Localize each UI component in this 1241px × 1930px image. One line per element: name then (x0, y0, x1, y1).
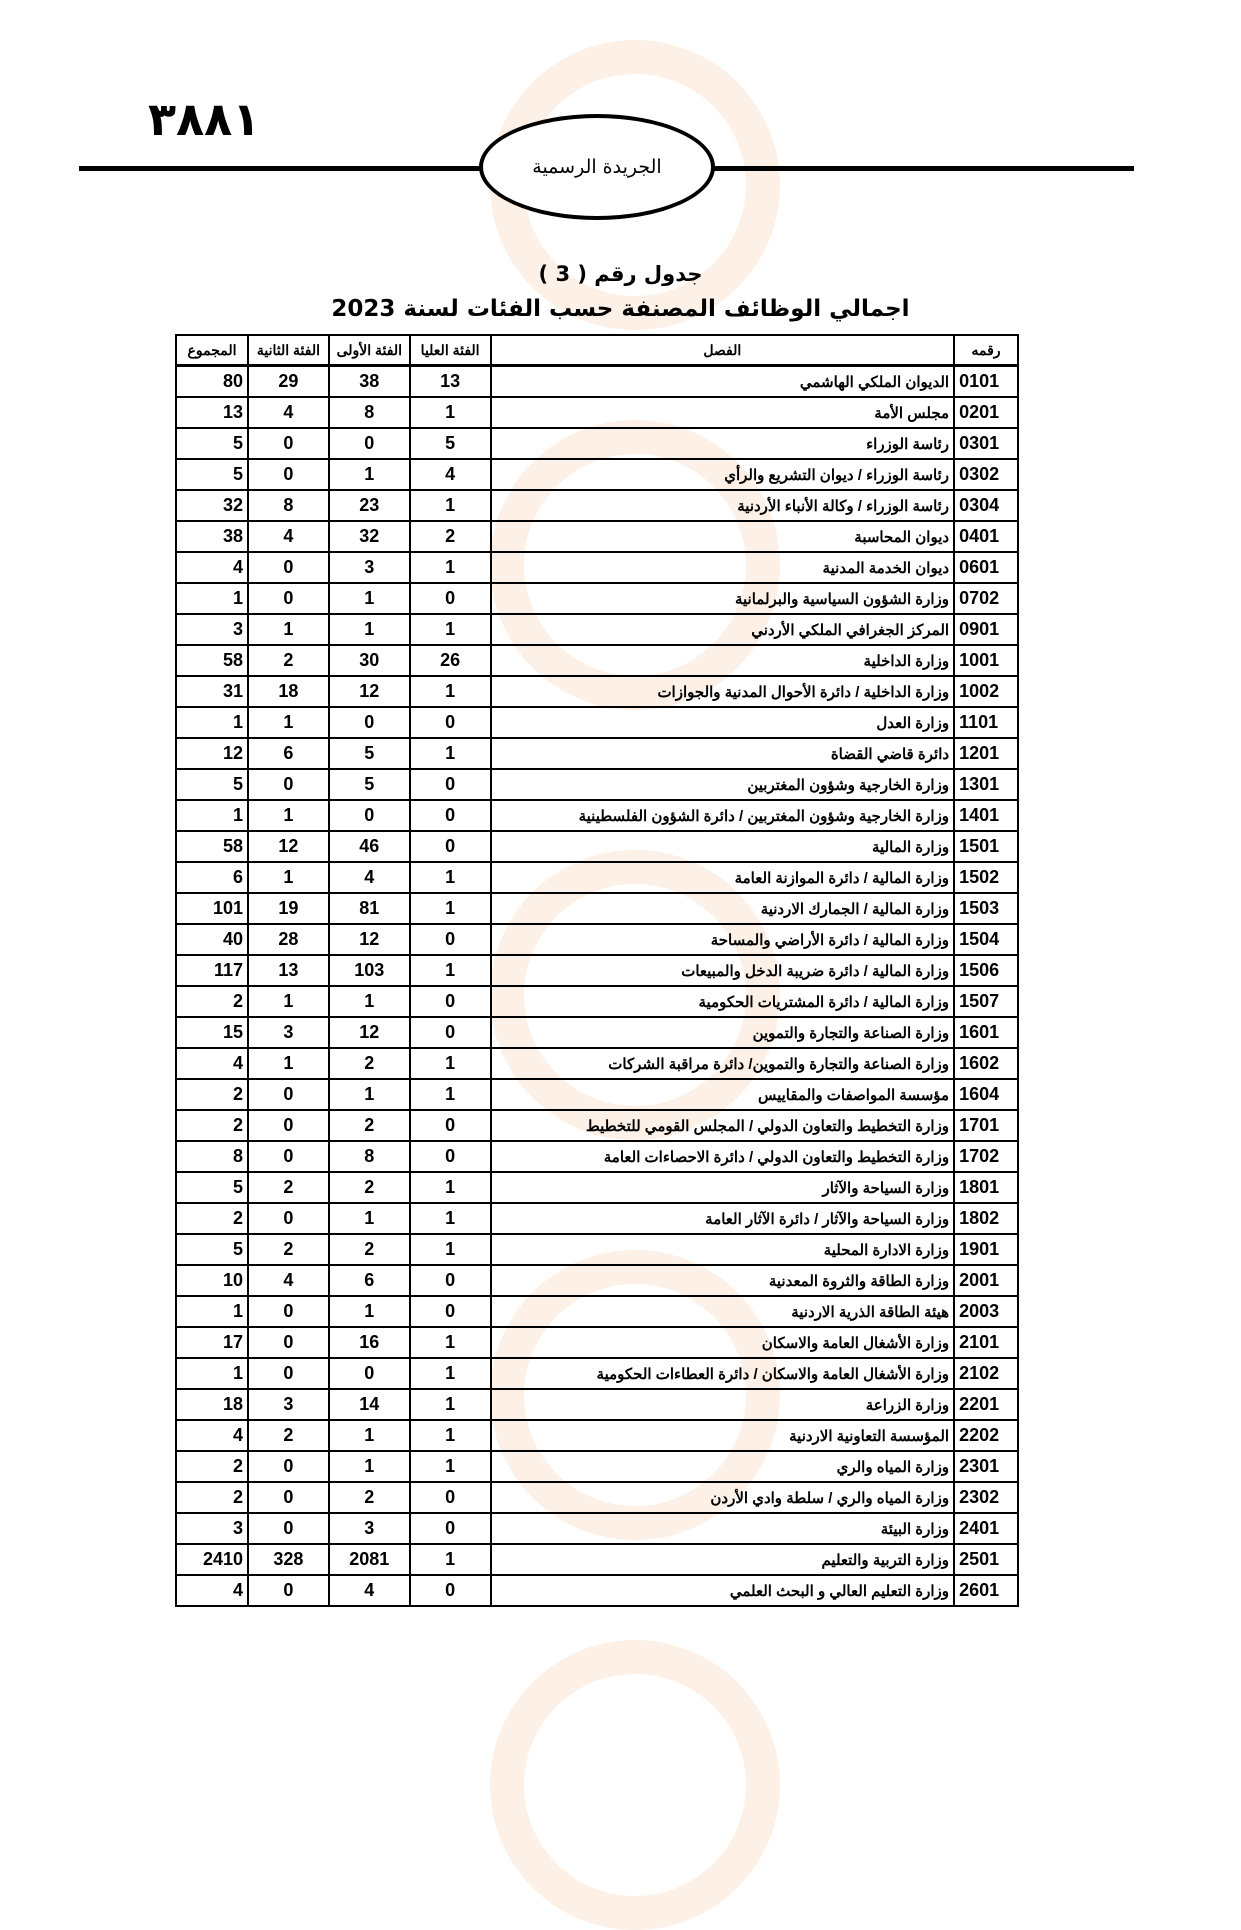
row-total: 13 (176, 397, 248, 428)
row-first-grade: 1 (329, 1420, 410, 1451)
row-second-grade: 328 (248, 1544, 329, 1575)
row-second-grade: 0 (248, 1141, 329, 1172)
row-code: 1301 (954, 769, 1018, 800)
row-code: 1504 (954, 924, 1018, 955)
row-top-grade: 1 (410, 862, 491, 893)
row-first-grade: 1 (329, 1203, 410, 1234)
row-total: 1 (176, 707, 248, 738)
row-top-grade: 0 (410, 1017, 491, 1048)
row-second-grade: 0 (248, 1296, 329, 1327)
row-first-grade: 1 (329, 1451, 410, 1482)
row-code: 0702 (954, 583, 1018, 614)
row-top-grade: 0 (410, 831, 491, 862)
row-top-grade: 1 (410, 1203, 491, 1234)
row-total: 38 (176, 521, 248, 552)
table-row (176, 1234, 1018, 1265)
positions-table (175, 334, 1019, 1607)
row-top-grade: 1 (410, 490, 491, 521)
row-total: 1 (176, 583, 248, 614)
table-row (176, 1141, 1018, 1172)
table-row (176, 1048, 1018, 1079)
table-row (176, 645, 1018, 676)
row-code: 0401 (954, 521, 1018, 552)
table-row (176, 1544, 1018, 1575)
row-chapter: وزارة السياحة والآثار (491, 1172, 955, 1203)
row-top-grade: 1 (410, 893, 491, 924)
table-row (176, 1203, 1018, 1234)
row-total: 2410 (176, 1544, 248, 1575)
row-chapter: ديوان المحاسبة (491, 521, 955, 552)
row-top-grade: 0 (410, 769, 491, 800)
row-second-grade: 2 (248, 1172, 329, 1203)
row-chapter: وزارة الصناعة والتجارة والتموين/ دائرة مراقبة الشركات (491, 1048, 955, 1079)
row-first-grade: 0 (329, 428, 410, 459)
table-title: جدول رقم ( 3 ) (538, 262, 703, 286)
row-total: 12 (176, 738, 248, 769)
row-code: 1701 (954, 1110, 1018, 1141)
row-total: 40 (176, 924, 248, 955)
row-top-grade: 0 (410, 800, 491, 831)
row-chapter: دائرة قاضي القضاة (491, 738, 955, 769)
table-row (176, 521, 1018, 552)
row-chapter: وزارة الخارجية وشؤون المغتربين / دائرة الشؤون الفلسطينية (491, 800, 955, 831)
table-row (176, 1327, 1018, 1358)
row-code: 1602 (954, 1048, 1018, 1079)
row-total: 3 (176, 1513, 248, 1544)
table-row (176, 583, 1018, 614)
row-top-grade: 0 (410, 583, 491, 614)
row-first-grade: 14 (329, 1389, 410, 1420)
row-second-grade: 4 (248, 521, 329, 552)
table-row (176, 769, 1018, 800)
row-first-grade: 2 (329, 1482, 410, 1513)
row-second-grade: 1 (248, 986, 329, 1017)
row-second-grade: 2 (248, 645, 329, 676)
row-top-grade: 1 (410, 1358, 491, 1389)
row-top-grade: 0 (410, 1513, 491, 1544)
row-first-grade: 46 (329, 831, 410, 862)
table-row (176, 831, 1018, 862)
row-code: 2501 (954, 1544, 1018, 1575)
row-first-grade: 5 (329, 738, 410, 769)
row-second-grade: 3 (248, 1389, 329, 1420)
row-chapter: وزارة المالية / دائرة الأراضي والمساحة (491, 924, 955, 955)
table-row (176, 676, 1018, 707)
row-chapter: وزارة المياه والري / سلطة وادي الأردن (491, 1482, 955, 1513)
row-top-grade: 0 (410, 1265, 491, 1296)
table-row (176, 1389, 1018, 1420)
row-top-grade: 0 (410, 924, 491, 955)
row-code: 1101 (954, 707, 1018, 738)
row-top-grade: 4 (410, 459, 491, 490)
row-chapter: وزارة الصناعة والتجارة والتموين (491, 1017, 955, 1048)
row-total: 58 (176, 645, 248, 676)
row-first-grade: 2081 (329, 1544, 410, 1575)
table-row (176, 1079, 1018, 1110)
row-second-grade: 1 (248, 614, 329, 645)
row-total: 58 (176, 831, 248, 862)
row-top-grade: 0 (410, 1110, 491, 1141)
row-top-grade: 13 (410, 366, 491, 398)
row-top-grade: 5 (410, 428, 491, 459)
row-total: 5 (176, 459, 248, 490)
row-chapter: مؤسسة المواصفات والمقاييس (491, 1079, 955, 1110)
row-first-grade: 3 (329, 552, 410, 583)
row-first-grade: 6 (329, 1265, 410, 1296)
row-first-grade: 0 (329, 707, 410, 738)
row-top-grade: 1 (410, 1420, 491, 1451)
table-row (176, 397, 1018, 428)
row-second-grade: 0 (248, 1327, 329, 1358)
row-total: 6 (176, 862, 248, 893)
table-row (176, 955, 1018, 986)
row-chapter: وزارة التخطيط والتعاون الدولي / المجلس القومي للتخطيط (491, 1110, 955, 1141)
row-chapter: مجلس الأمة (491, 397, 955, 428)
row-top-grade: 1 (410, 1172, 491, 1203)
row-top-grade: 2 (410, 521, 491, 552)
row-top-grade: 0 (410, 1482, 491, 1513)
row-chapter: وزارة التربية والتعليم (491, 1544, 955, 1575)
row-code: 2401 (954, 1513, 1018, 1544)
row-first-grade: 2 (329, 1110, 410, 1141)
row-first-grade: 0 (329, 1358, 410, 1389)
row-chapter: الديوان الملكي الهاشمي (491, 366, 955, 398)
row-code: 1506 (954, 955, 1018, 986)
row-code: 1901 (954, 1234, 1018, 1265)
table-row (176, 1482, 1018, 1513)
row-second-grade: 1 (248, 862, 329, 893)
gazette-name: الجريدة الرسمية (532, 156, 662, 178)
row-total: 4 (176, 1048, 248, 1079)
row-code: 1201 (954, 738, 1018, 769)
table-row (176, 1420, 1018, 1451)
row-top-grade: 1 (410, 397, 491, 428)
row-second-grade: 4 (248, 397, 329, 428)
table-row (176, 924, 1018, 955)
row-chapter: وزارة الزراعة (491, 1389, 955, 1420)
row-chapter: وزارة الطاقة والثروة المعدنية (491, 1265, 955, 1296)
table-row (176, 614, 1018, 645)
watermark-clock-logo (490, 1640, 780, 1930)
row-top-grade: 0 (410, 707, 491, 738)
row-first-grade: 1 (329, 614, 410, 645)
col-total: المجموع (176, 335, 248, 366)
row-chapter: وزارة الداخلية / دائرة الأحوال المدنية والجوازات (491, 676, 955, 707)
row-code: 2302 (954, 1482, 1018, 1513)
row-first-grade: 81 (329, 893, 410, 924)
row-chapter: وزارة المالية (491, 831, 955, 862)
row-chapter: ديوان الخدمة المدنية (491, 552, 955, 583)
table-row (176, 428, 1018, 459)
row-total: 5 (176, 428, 248, 459)
table-row (176, 1110, 1018, 1141)
row-code: 1507 (954, 986, 1018, 1017)
row-second-grade: 2 (248, 1234, 329, 1265)
row-chapter: وزارة الأشغال العامة والاسكان / دائرة العطاءات الحكومية (491, 1358, 955, 1389)
row-second-grade: 0 (248, 1575, 329, 1606)
row-total: 15 (176, 1017, 248, 1048)
row-first-grade: 8 (329, 397, 410, 428)
table-row (176, 459, 1018, 490)
row-first-grade: 12 (329, 676, 410, 707)
row-code: 2003 (954, 1296, 1018, 1327)
row-chapter: المؤسسة التعاونية الاردنية (491, 1420, 955, 1451)
row-first-grade: 2 (329, 1234, 410, 1265)
row-total: 80 (176, 366, 248, 398)
row-first-grade: 2 (329, 1048, 410, 1079)
row-code: 1604 (954, 1079, 1018, 1110)
row-code: 1601 (954, 1017, 1018, 1048)
row-top-grade: 1 (410, 1327, 491, 1358)
row-code: 2102 (954, 1358, 1018, 1389)
row-code: 1501 (954, 831, 1018, 862)
row-total: 32 (176, 490, 248, 521)
row-chapter: وزارة التخطيط والتعاون الدولي / دائرة الاحصاءات العامة (491, 1141, 955, 1172)
row-total: 1 (176, 1296, 248, 1327)
row-first-grade: 4 (329, 1575, 410, 1606)
row-first-grade: 1 (329, 459, 410, 490)
row-code: 1401 (954, 800, 1018, 831)
row-second-grade: 0 (248, 428, 329, 459)
row-first-grade: 1 (329, 583, 410, 614)
row-second-grade: 0 (248, 1203, 329, 1234)
row-top-grade: 1 (410, 1451, 491, 1482)
row-second-grade: 0 (248, 1110, 329, 1141)
row-total: 4 (176, 1575, 248, 1606)
row-first-grade: 8 (329, 1141, 410, 1172)
row-top-grade: 0 (410, 986, 491, 1017)
row-code: 0601 (954, 552, 1018, 583)
table-row (176, 738, 1018, 769)
row-chapter: رئاسة الوزراء (491, 428, 955, 459)
row-second-grade: 0 (248, 1079, 329, 1110)
table-row (176, 366, 1018, 398)
row-second-grade: 6 (248, 738, 329, 769)
row-chapter: وزارة البيئة (491, 1513, 955, 1544)
row-total: 5 (176, 769, 248, 800)
row-second-grade: 1 (248, 800, 329, 831)
row-second-grade: 0 (248, 1451, 329, 1482)
row-top-grade: 1 (410, 614, 491, 645)
row-first-grade: 32 (329, 521, 410, 552)
row-total: 2 (176, 1110, 248, 1141)
row-code: 0101 (954, 366, 1018, 398)
row-top-grade: 0 (410, 1575, 491, 1606)
row-first-grade: 0 (329, 800, 410, 831)
table-row (176, 707, 1018, 738)
row-chapter: وزارة المياه والري (491, 1451, 955, 1482)
row-chapter: وزارة الشؤون السياسية والبرلمانية (491, 583, 955, 614)
row-total: 5 (176, 1172, 248, 1203)
row-chapter: وزارة العدل (491, 707, 955, 738)
row-first-grade: 12 (329, 1017, 410, 1048)
row-total: 1 (176, 1358, 248, 1389)
table-row (176, 1296, 1018, 1327)
table-row (176, 490, 1018, 521)
row-code: 1802 (954, 1203, 1018, 1234)
row-chapter: وزارة الخارجية وشؤون المغتربين (491, 769, 955, 800)
table-header-row (176, 335, 1018, 366)
col-chapter: الفصل (491, 335, 955, 366)
row-top-grade: 1 (410, 676, 491, 707)
row-chapter: وزارة الادارة المحلية (491, 1234, 955, 1265)
row-code: 1002 (954, 676, 1018, 707)
row-code: 1801 (954, 1172, 1018, 1203)
row-second-grade: 1 (248, 1048, 329, 1079)
row-first-grade: 30 (329, 645, 410, 676)
row-total: 117 (176, 955, 248, 986)
row-second-grade: 1 (248, 707, 329, 738)
row-second-grade: 28 (248, 924, 329, 955)
row-first-grade: 5 (329, 769, 410, 800)
row-second-grade: 0 (248, 769, 329, 800)
row-second-grade: 4 (248, 1265, 329, 1296)
table-row (176, 1265, 1018, 1296)
row-total: 3 (176, 614, 248, 645)
row-first-grade: 23 (329, 490, 410, 521)
row-chapter: رئاسة الوزراء / ديوان التشريع والرأي (491, 459, 955, 490)
row-total: 2 (176, 986, 248, 1017)
row-code: 1503 (954, 893, 1018, 924)
row-total: 18 (176, 1389, 248, 1420)
row-total: 2 (176, 1079, 248, 1110)
row-code: 2202 (954, 1420, 1018, 1451)
row-first-grade: 1 (329, 1296, 410, 1327)
row-first-grade: 103 (329, 955, 410, 986)
table-row (176, 862, 1018, 893)
col-top-grade: الفئة العليا (410, 335, 491, 366)
row-code: 1702 (954, 1141, 1018, 1172)
row-top-grade: 1 (410, 1389, 491, 1420)
table-row (176, 800, 1018, 831)
row-total: 4 (176, 552, 248, 583)
row-chapter: هيئة الطاقة الذرية الاردنية (491, 1296, 955, 1327)
row-code: 0901 (954, 614, 1018, 645)
table-row (176, 1172, 1018, 1203)
row-first-grade: 3 (329, 1513, 410, 1544)
row-top-grade: 0 (410, 1296, 491, 1327)
row-code: 0201 (954, 397, 1018, 428)
row-second-grade: 0 (248, 1358, 329, 1389)
table-row (176, 552, 1018, 583)
row-total: 1 (176, 800, 248, 831)
row-code: 0304 (954, 490, 1018, 521)
row-code: 2101 (954, 1327, 1018, 1358)
row-chapter: رئاسة الوزراء / وكالة الأنباء الأردنية (491, 490, 955, 521)
row-second-grade: 8 (248, 490, 329, 521)
row-second-grade: 18 (248, 676, 329, 707)
row-code: 2001 (954, 1265, 1018, 1296)
row-second-grade: 3 (248, 1017, 329, 1048)
row-total: 17 (176, 1327, 248, 1358)
table-subtitle: اجمالي الوظائف المصنفة حسب الفئات لسنة 2023 (331, 296, 910, 322)
row-first-grade: 2 (329, 1172, 410, 1203)
row-total: 10 (176, 1265, 248, 1296)
row-second-grade: 0 (248, 1513, 329, 1544)
row-top-grade: 1 (410, 552, 491, 583)
row-chapter: وزارة المالية / دائرة المشتريات الحكومية (491, 986, 955, 1017)
row-second-grade: 0 (248, 583, 329, 614)
row-total: 8 (176, 1141, 248, 1172)
row-second-grade: 0 (248, 1482, 329, 1513)
row-first-grade: 12 (329, 924, 410, 955)
row-first-grade: 1 (329, 986, 410, 1017)
row-chapter: وزارة الأشغال العامة والاسكان (491, 1327, 955, 1358)
row-top-grade: 1 (410, 738, 491, 769)
row-code: 1001 (954, 645, 1018, 676)
row-second-grade: 13 (248, 955, 329, 986)
row-total: 2 (176, 1482, 248, 1513)
row-top-grade: 1 (410, 1544, 491, 1575)
table-row (176, 1358, 1018, 1389)
table-row (176, 986, 1018, 1017)
row-chapter: وزارة المالية / الجمارك الاردنية (491, 893, 955, 924)
row-code: 0301 (954, 428, 1018, 459)
row-code: 2201 (954, 1389, 1018, 1420)
row-chapter: وزارة السياحة والآثار / دائرة الآثار العامة (491, 1203, 955, 1234)
row-first-grade: 1 (329, 1079, 410, 1110)
row-first-grade: 38 (329, 366, 410, 398)
col-first-grade: الفئة الأولى (329, 335, 410, 366)
row-total: 2 (176, 1451, 248, 1482)
row-second-grade: 19 (248, 893, 329, 924)
row-chapter: وزارة الداخلية (491, 645, 955, 676)
row-second-grade: 29 (248, 366, 329, 398)
row-code: 1502 (954, 862, 1018, 893)
row-total: 4 (176, 1420, 248, 1451)
table-row (176, 1017, 1018, 1048)
row-total: 2 (176, 1203, 248, 1234)
page-number: ٣٨٨١ (148, 92, 261, 146)
row-chapter: وزارة التعليم العالي و البحث العلمي (491, 1575, 955, 1606)
row-code: 0302 (954, 459, 1018, 490)
row-second-grade: 12 (248, 831, 329, 862)
row-chapter: المركز الجغرافي الملكي الأردني (491, 614, 955, 645)
table-row (176, 893, 1018, 924)
col-second-grade: الفئة الثانية (248, 335, 329, 366)
table-row (176, 1513, 1018, 1544)
row-second-grade: 2 (248, 1420, 329, 1451)
table-row (176, 1575, 1018, 1606)
row-top-grade: 1 (410, 955, 491, 986)
row-total: 5 (176, 1234, 248, 1265)
row-chapter: وزارة المالية / دائرة الموازنة العامة (491, 862, 955, 893)
gazette-name-badge (479, 114, 715, 220)
row-total: 101 (176, 893, 248, 924)
row-second-grade: 0 (248, 459, 329, 490)
row-code: 2601 (954, 1575, 1018, 1606)
row-first-grade: 16 (329, 1327, 410, 1358)
row-code: 2301 (954, 1451, 1018, 1482)
row-total: 31 (176, 676, 248, 707)
row-top-grade: 0 (410, 1141, 491, 1172)
row-first-grade: 4 (329, 862, 410, 893)
row-second-grade: 0 (248, 552, 329, 583)
row-chapter: وزارة المالية / دائرة ضريبة الدخل والمبيعات (491, 955, 955, 986)
table-row (176, 1451, 1018, 1482)
row-top-grade: 26 (410, 645, 491, 676)
row-top-grade: 1 (410, 1079, 491, 1110)
col-code: رقمه (954, 335, 1018, 366)
row-top-grade: 1 (410, 1048, 491, 1079)
row-top-grade: 1 (410, 1234, 491, 1265)
